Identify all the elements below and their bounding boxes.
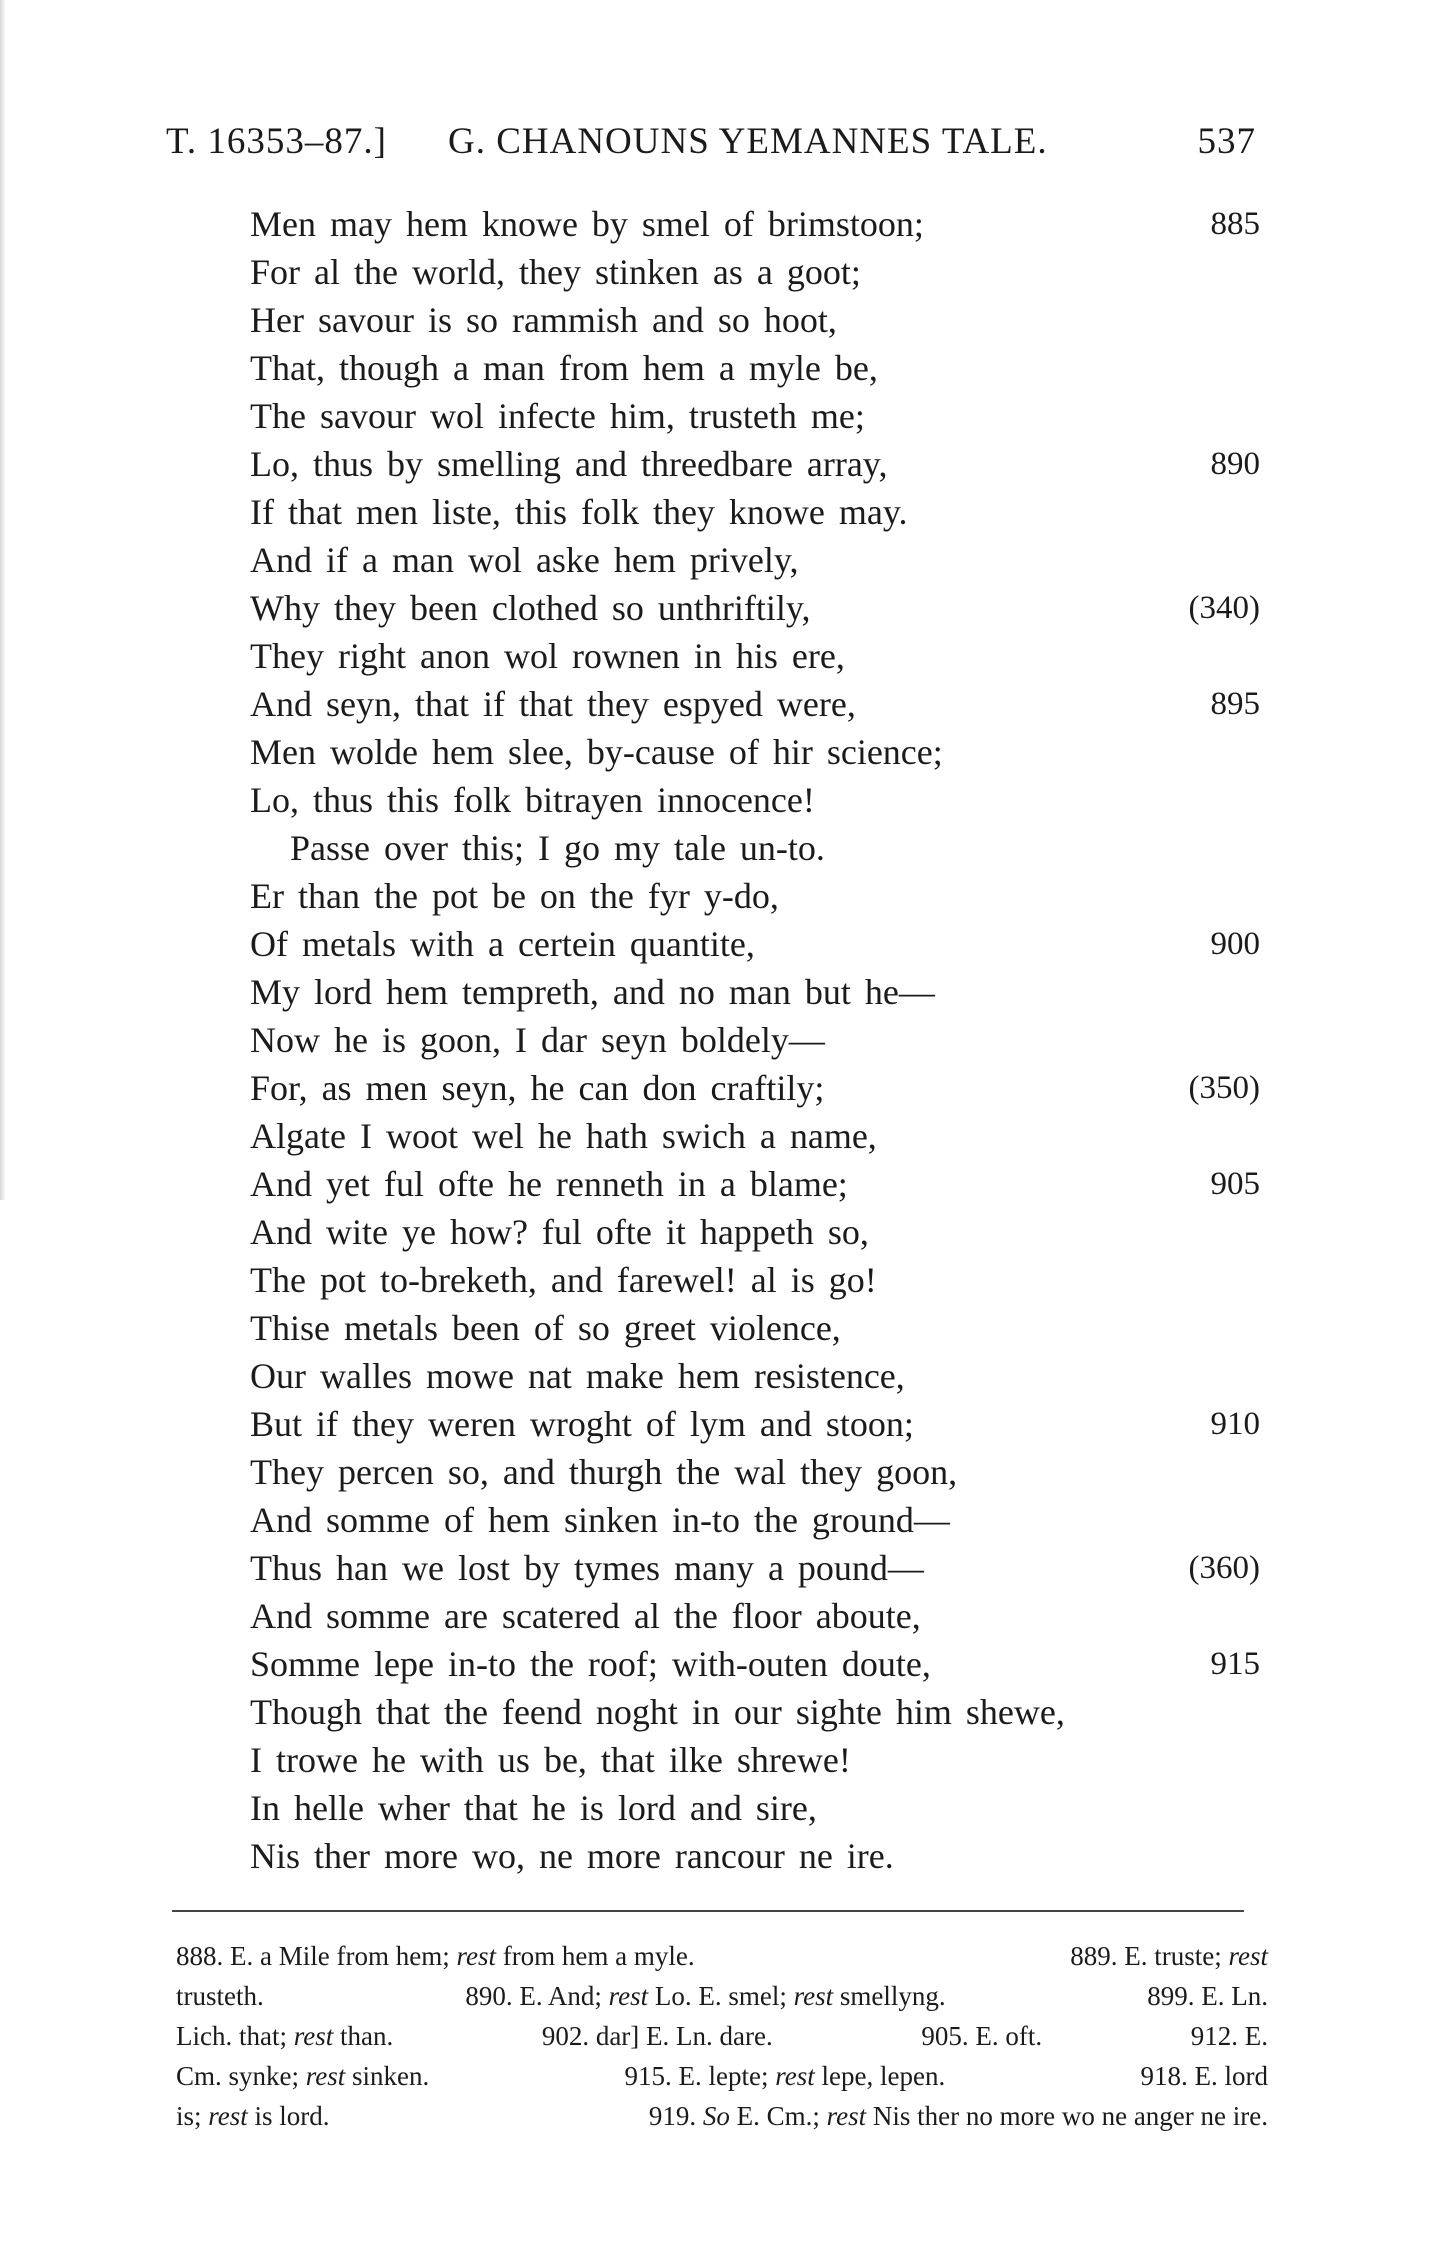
footnote-text: 889. E. truste; xyxy=(1070,1941,1229,1971)
line-number: 885 xyxy=(1210,206,1260,242)
verse-text: The pot to-breketh, and farewel! al is go! xyxy=(250,1260,877,1300)
footnote-text: 890. E. And; xyxy=(465,1981,609,2011)
line-reference: T. 16353–87.] xyxy=(166,121,387,162)
verse-line xyxy=(250,920,1260,968)
page-title: G. CHANOUNS YEMANNES TALE. xyxy=(448,121,1048,162)
verse-line xyxy=(250,968,1260,1016)
line-number: 890 xyxy=(1210,446,1260,482)
footnote-entry xyxy=(465,1976,945,2016)
verse-line xyxy=(250,776,1260,824)
footnote-entry xyxy=(921,2016,1042,2056)
verse-line xyxy=(250,1496,1260,1544)
verse-line xyxy=(250,728,1260,776)
verse-text: Her savour is so rammish and so hoot, xyxy=(250,300,837,340)
footnote-entry xyxy=(1141,2056,1269,2096)
footnote-italic: rest xyxy=(826,2101,867,2131)
line-number: 905 xyxy=(1210,1166,1260,1202)
poem-text xyxy=(250,200,1260,1880)
verse-line xyxy=(250,1304,1260,1352)
verse-line xyxy=(250,1640,1260,1688)
verse-line xyxy=(250,1688,1260,1736)
verse-line xyxy=(250,632,1260,680)
line-number: (350) xyxy=(1188,1070,1260,1106)
verse-text: And somme of hem sinken in-to the ground— xyxy=(250,1500,950,1540)
footnote-entry xyxy=(542,2016,773,2056)
footnote-italic: rest xyxy=(208,2101,248,2131)
verse-line xyxy=(250,824,1260,872)
footnote-entry xyxy=(176,2096,330,2136)
verse-text: Men wolde hem slee, by-cause of hir science; xyxy=(250,732,943,772)
verse-line xyxy=(250,1256,1260,1304)
footnote-text: from hem a myle. xyxy=(495,1941,695,1971)
verse-text: Why they been clothed so unthriftily, xyxy=(250,588,811,628)
verse-line xyxy=(250,1352,1260,1400)
verse-text: And yet ful ofte he renneth in a blame; xyxy=(250,1164,848,1204)
verse-text: The savour wol infecte him, trusteth me; xyxy=(250,396,865,436)
verse-line xyxy=(250,200,1260,248)
footnote-text: 919. xyxy=(648,2101,703,2131)
footnote-line xyxy=(176,1976,1268,2016)
verse-line xyxy=(250,344,1260,392)
footnote-entry xyxy=(625,2056,946,2096)
footnote-text: sinken. xyxy=(345,2061,430,2091)
footnote-divider xyxy=(172,1910,1244,1912)
verse-text: Lo, thus by smelling and threedbare array, xyxy=(250,444,888,484)
verse-line xyxy=(250,1448,1260,1496)
verse-text: Men may hem knowe by smel of brimstoon; xyxy=(250,204,924,244)
verse-line xyxy=(250,536,1260,584)
footnote-italic: rest xyxy=(608,1981,649,2011)
footnote-line xyxy=(176,2016,1268,2056)
verse-line xyxy=(250,440,1260,488)
verse-line xyxy=(250,1016,1260,1064)
verse-text: And if a man wol aske hem prively, xyxy=(250,540,799,580)
verse-text: But if they weren wroght of lym and stoon; xyxy=(250,1404,914,1444)
footnote-entry xyxy=(176,2056,429,2096)
verse-line xyxy=(250,1160,1260,1208)
footnote-italic: rest xyxy=(456,1941,496,1971)
verse-text: That, though a man from hem a myle be, xyxy=(250,348,878,388)
verse-text: For al the world, they stinken as a goot; xyxy=(250,252,861,292)
verse-line xyxy=(250,1784,1260,1832)
verse-text: Of metals with a certein quantite, xyxy=(250,924,755,964)
verse-line xyxy=(250,680,1260,728)
line-number: 895 xyxy=(1210,686,1260,722)
line-number: 915 xyxy=(1210,1646,1260,1682)
verse-text: They right anon wol rownen in his ere, xyxy=(250,636,845,676)
footnote-text: is lord. xyxy=(247,2101,330,2131)
footnote-italic: rest xyxy=(793,1981,834,2011)
footnote-text: 905. E. oft. xyxy=(921,2021,1043,2051)
footnote-text: than. xyxy=(333,2021,394,2051)
page-number: 537 xyxy=(1197,121,1256,162)
binding-shadow xyxy=(0,0,6,1200)
verse-line xyxy=(250,1208,1260,1256)
verse-text: Somme lepe in-to the roof; with-outen doute, xyxy=(250,1644,931,1684)
footnote-text: 899. E. Ln. xyxy=(1147,1981,1268,2011)
footnote-text: 918. E. lord xyxy=(1140,2061,1268,2091)
verse-line xyxy=(250,584,1260,632)
footnote-entry xyxy=(1147,1976,1268,2016)
verse-text: I trowe he with us be, that ilke shrewe! xyxy=(250,1740,851,1780)
verse-text: And seyn, that if that they espyed were, xyxy=(250,684,856,724)
footnote-text: E. Cm.; xyxy=(729,2101,827,2131)
verse-text: Er than the pot be on the fyr y-do, xyxy=(250,876,779,916)
line-number: 910 xyxy=(1210,1406,1260,1442)
verse-line xyxy=(250,1400,1260,1448)
line-number: 900 xyxy=(1210,926,1260,962)
footnote-text: Nis ther no more wo ne anger ne ire. xyxy=(866,2101,1268,2131)
footnote-text: 902. dar] E. Ln. dare. xyxy=(541,2021,773,2051)
footnote-text: 915. E. lepte; xyxy=(624,2061,776,2091)
footnote-text: smellyng. xyxy=(833,1981,946,2011)
footnote-text: 888. E. a Mile from hem; xyxy=(176,1941,457,1971)
footnote-text: lepe, lepen. xyxy=(814,2061,946,2091)
verse-text: Algate I woot wel he hath swich a name, xyxy=(250,1116,877,1156)
footnote-line xyxy=(176,2096,1268,2136)
footnote-text: Lich. that; xyxy=(176,2021,294,2051)
verse-text: My lord hem tempreth, and no man but he— xyxy=(250,972,935,1012)
footnote-text: Cm. synke; xyxy=(176,2061,306,2091)
verse-line xyxy=(250,872,1260,920)
footnote-italic: rest xyxy=(775,2061,815,2091)
verse-line xyxy=(250,1112,1260,1160)
verse-text: Passe over this; I go my tale un-to. xyxy=(290,828,825,868)
footnote-entry xyxy=(649,2096,1268,2136)
verse-text: Our walles mowe nat make hem resistence, xyxy=(250,1356,905,1396)
verse-line xyxy=(250,488,1260,536)
footnote-text: Lo. E. smel; xyxy=(648,1981,794,2011)
verse-text: Thus han we lost by tymes many a pound— xyxy=(250,1548,924,1588)
verse-text: For, as men seyn, he can don craftily; xyxy=(250,1068,825,1108)
verse-line xyxy=(250,392,1260,440)
verse-line xyxy=(250,1064,1260,1112)
verse-text: In helle wher that he is lord and sire, xyxy=(250,1788,817,1828)
footnote-entry xyxy=(176,2016,393,2056)
verse-text: Thise metals been of so greet violence, xyxy=(250,1308,841,1348)
footnote-italic: So xyxy=(702,2101,730,2131)
verse-line xyxy=(250,296,1260,344)
verse-text: And wite ye how? ful ofte it happeth so, xyxy=(250,1212,869,1252)
footnotes xyxy=(176,1936,1268,2136)
footnote-line xyxy=(176,1936,1268,1976)
verse-text: And somme are scatered al the floor aboute, xyxy=(250,1596,921,1636)
footnote-text: is; xyxy=(176,2101,209,2131)
line-number: (360) xyxy=(1188,1550,1260,1586)
footnote-entry xyxy=(176,1936,695,1976)
footnote-line xyxy=(176,2056,1268,2096)
verse-line xyxy=(250,1592,1260,1640)
verse-text: Though that the feend noght in our sighte him shewe, xyxy=(250,1692,1065,1732)
footnote-italic: rest xyxy=(1228,1941,1268,1971)
verse-text: Lo, thus this folk bitrayen innocence! xyxy=(250,780,815,820)
verse-text: Nis ther more wo, ne more rancour ne ire. xyxy=(250,1836,894,1876)
verse-text: Now he is goon, I dar seyn boldely— xyxy=(250,1020,825,1060)
verse-line xyxy=(250,248,1260,296)
footnote-italic: rest xyxy=(293,2021,334,2051)
footnote-entry xyxy=(1070,1936,1268,1976)
verse-text: If that men liste, this folk they knowe may. xyxy=(250,492,908,532)
footnote-text: 912. E. xyxy=(1190,2021,1268,2051)
verse-line xyxy=(250,1544,1260,1592)
footnote-italic: rest xyxy=(305,2061,346,2091)
verse-line xyxy=(250,1832,1260,1880)
footnote-entry xyxy=(176,1976,264,2016)
line-number: (340) xyxy=(1188,590,1260,626)
verse-line xyxy=(250,1736,1260,1784)
footnote-text: trusteth. xyxy=(176,1981,264,2011)
verse-text: They percen so, and thurgh the wal they goon, xyxy=(250,1452,958,1492)
footnote-entry xyxy=(1191,2016,1268,2056)
